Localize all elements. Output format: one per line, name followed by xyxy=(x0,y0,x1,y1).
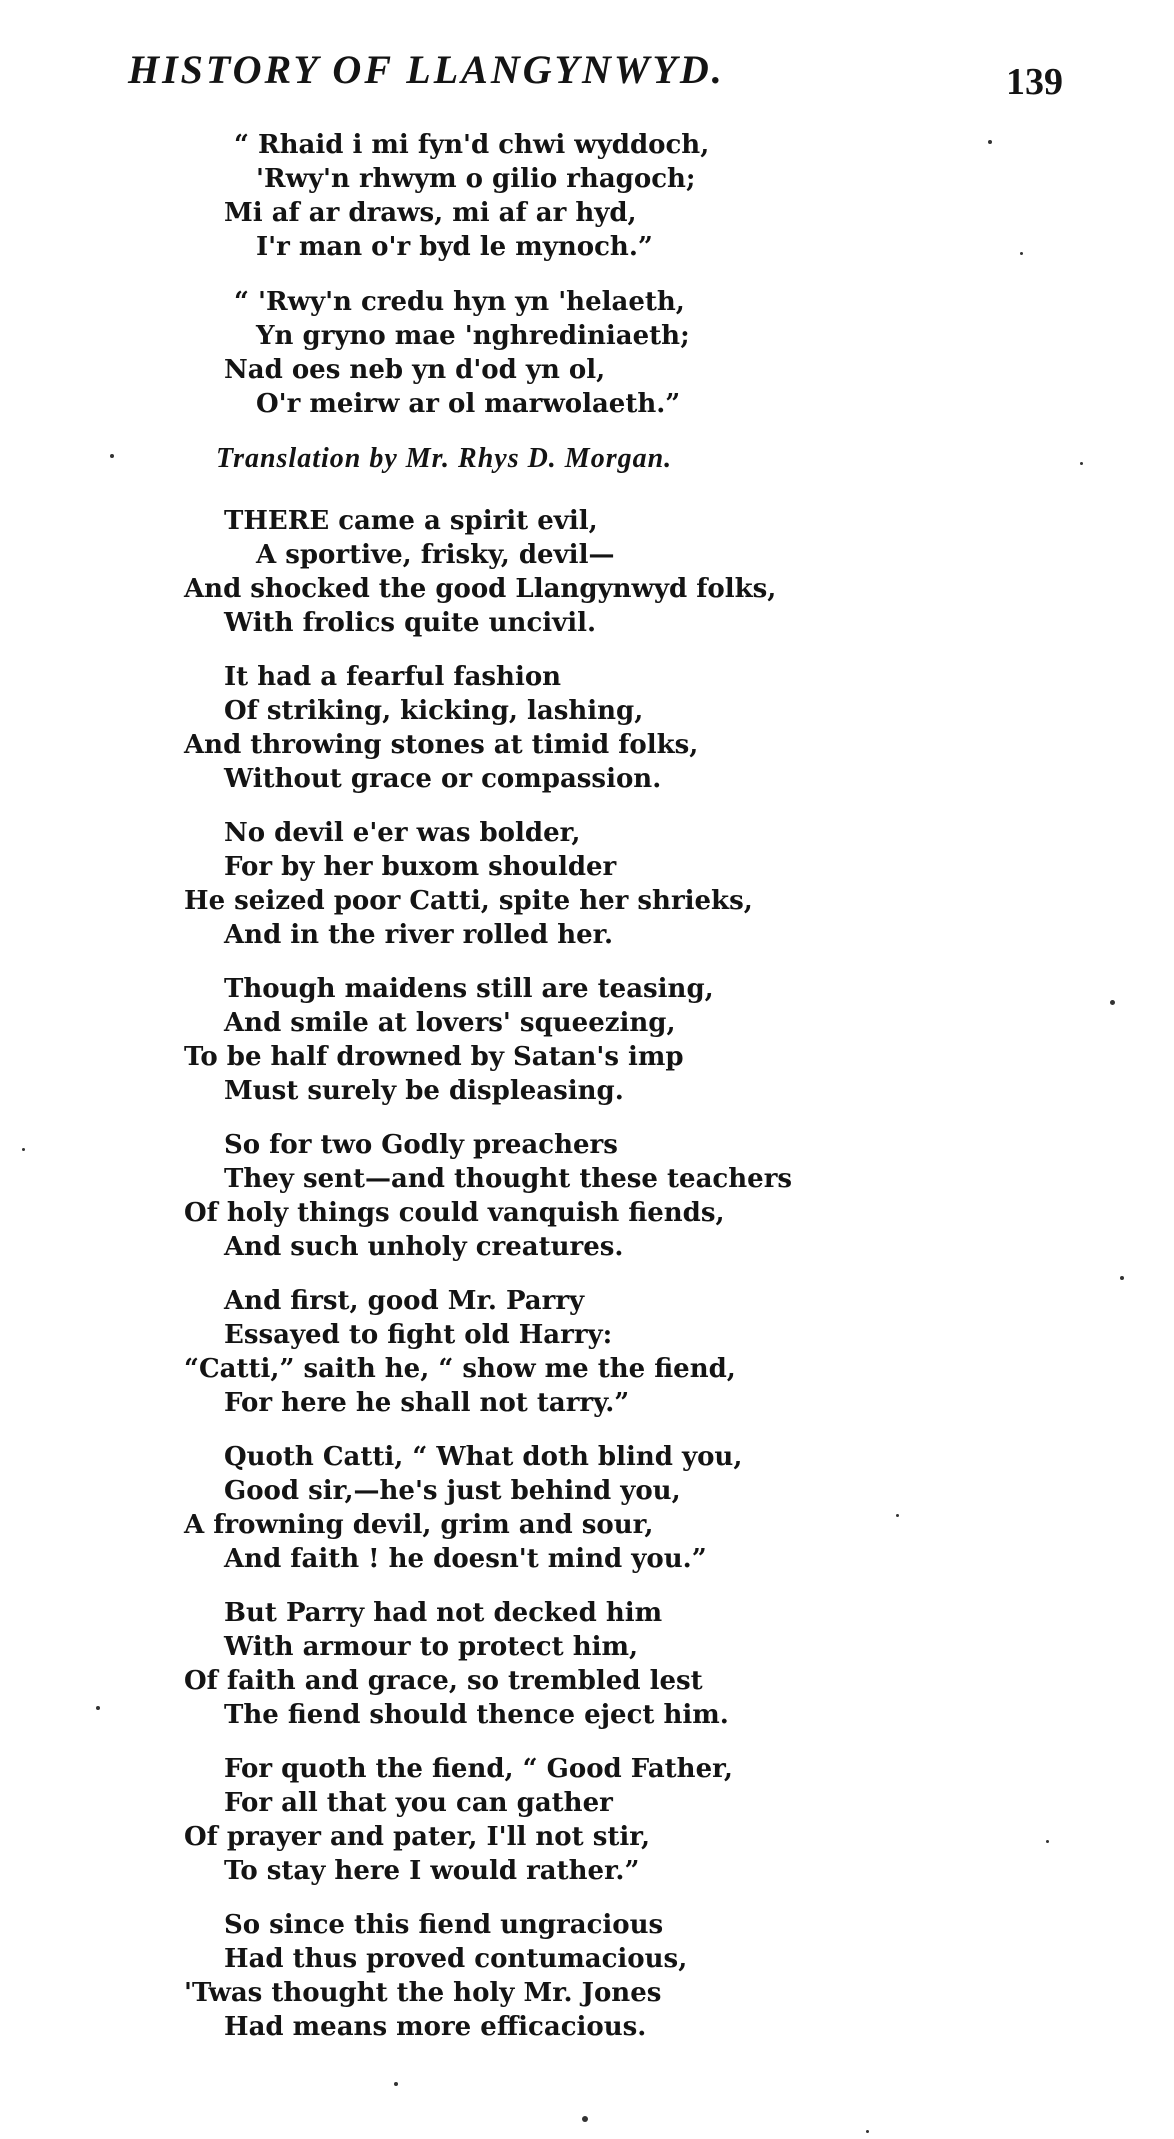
verse-line: Nad oes neb yn d'od yn ol, xyxy=(224,355,606,385)
english-stanza xyxy=(180,1908,1080,2044)
verse-line: A frowning devil, grim and sour, xyxy=(184,1510,654,1540)
scan-speck xyxy=(866,2130,869,2133)
running-title: HISTORY OF LLANGYNWYD. xyxy=(128,47,725,92)
verse-line: So for two Godly preachers xyxy=(224,1130,618,1160)
verse-line: O'r meirw ar ol marwolaeth.” xyxy=(256,389,681,419)
scan-speck xyxy=(394,2082,398,2086)
verse-line: Must surely be displeasing. xyxy=(224,1076,624,1106)
english-stanza xyxy=(180,660,1080,796)
english-stanza xyxy=(180,816,1080,952)
english-stanza xyxy=(180,1752,1080,1888)
english-stanza xyxy=(180,1596,1080,1732)
verse-line: 'Rwy'n rhwym o gilio rhagoch; xyxy=(256,164,696,194)
verse-line: Had thus proved contumacious, xyxy=(224,1944,688,1974)
verse-line: Quoth Catti, “ What doth blind you, xyxy=(224,1442,743,1472)
verse-line: Without grace or compassion. xyxy=(224,764,662,794)
verse-line: For by her buxom shoulder xyxy=(224,852,617,882)
welsh-stanza xyxy=(180,128,1080,264)
scan-speck xyxy=(22,1148,25,1151)
verse-line: Mi af ar draws, mi af ar hyd, xyxy=(224,198,637,228)
verse-line: A sportive, frisky, devil— xyxy=(256,540,615,570)
verse-line: Yn gryno mae 'nghrediniaeth; xyxy=(256,321,690,351)
verse-line: To be half drowned by Satan's imp xyxy=(184,1042,684,1072)
english-stanza xyxy=(180,972,1080,1108)
verse-line: Of prayer and pater, I'll not stir, xyxy=(184,1822,651,1852)
scan-speck xyxy=(1020,252,1023,255)
verse-line: And first, good Mr. Parry xyxy=(224,1286,585,1316)
verse-line: For here he shall not tarry.” xyxy=(224,1388,630,1418)
verse-line: But Parry had not decked him xyxy=(224,1598,663,1628)
verse-line: And in the river rolled her. xyxy=(224,920,613,950)
verse-line: To stay here I would rather.” xyxy=(224,1856,640,1886)
english-stanza xyxy=(180,504,1080,640)
verse-line: It had a fearful fashion xyxy=(224,662,562,692)
verse-line: And smile at lovers' squeezing, xyxy=(224,1008,676,1038)
translation-heading: Translation by Mr. Rhys D. Morgan. xyxy=(216,443,673,474)
verse-line: For quoth the fiend, “ Good Father, xyxy=(224,1754,733,1784)
scan-speck xyxy=(988,140,992,144)
verse-line: So since this fiend ungracious xyxy=(224,1910,664,1940)
english-stanza xyxy=(180,1284,1080,1420)
verse-line: 'Twas thought the holy Mr. Jones xyxy=(184,1978,662,2008)
verse-line: No devil e'er was bolder, xyxy=(224,818,581,848)
verse-line: And such unholy creatures. xyxy=(224,1232,624,1262)
english-stanza xyxy=(180,1440,1080,1576)
scan-speck xyxy=(96,1706,100,1710)
verse-line: With frolics quite uncivil. xyxy=(224,608,597,638)
english-stanza xyxy=(180,1128,1080,1264)
verse-line: Of striking, kicking, lashing, xyxy=(224,696,644,726)
scan-speck xyxy=(582,2116,588,2122)
welsh-stanza xyxy=(180,285,1080,421)
verse-line: “Catti,” saith he, “ show me the fiend, xyxy=(184,1354,736,1384)
verse-line: And shocked the good Llangynwyd folks, xyxy=(184,574,777,604)
verse-line: Essayed to fight old Harry: xyxy=(224,1320,613,1350)
verse-line: I'r man o'r byd le mynoch.” xyxy=(256,232,653,262)
scan-speck xyxy=(1080,462,1083,465)
verse-line: He seized poor Catti, spite her shrieks, xyxy=(184,886,753,916)
scan-speck xyxy=(110,454,114,458)
verse-line: “ Rhaid i mi fyn'd chwi wyddoch, xyxy=(234,130,710,160)
scan-speck xyxy=(1110,1000,1115,1005)
verse-line: Of faith and grace, so trembled lest xyxy=(184,1666,703,1696)
verse-line: The fiend should thence eject him. xyxy=(224,1700,729,1730)
scan-speck xyxy=(1046,1840,1049,1843)
verse-line: Though maidens still are teasing, xyxy=(224,974,714,1004)
verse-line: For all that you can gather xyxy=(224,1788,613,1818)
verse-line: With armour to protect him, xyxy=(224,1632,639,1662)
verse-line: And faith ! he doesn't mind you.” xyxy=(224,1544,707,1574)
scan-speck xyxy=(896,1514,899,1517)
scan-speck xyxy=(1120,1276,1124,1280)
verse-line: Good sir,—he's just behind you, xyxy=(224,1476,681,1506)
verse-line: “ 'Rwy'n credu hyn yn 'helaeth, xyxy=(234,287,685,317)
verse-line: And throwing stones at timid folks, xyxy=(184,730,699,760)
verse-line: Had means more efficacious. xyxy=(224,2012,647,2042)
verse-line: Of holy things could vanquish fiends, xyxy=(184,1198,725,1228)
verse-line: THERE came a spirit evil, xyxy=(224,506,598,536)
page-number: 139 xyxy=(1006,61,1063,103)
poem-body xyxy=(180,128,1080,2064)
verse-line: They sent—and thought these teachers xyxy=(224,1164,793,1194)
